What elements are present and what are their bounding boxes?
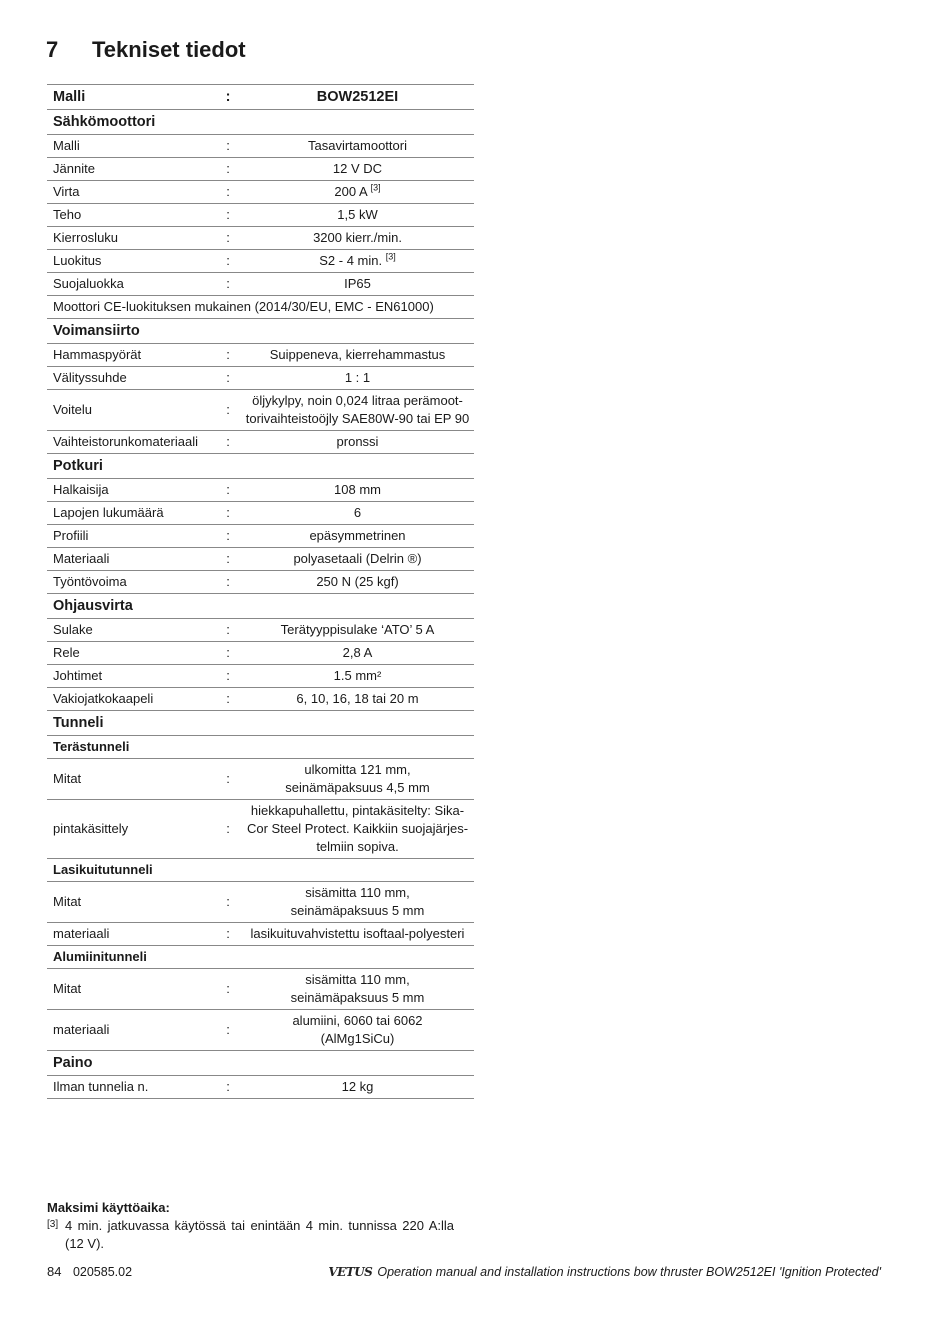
spec-row bbox=[47, 390, 474, 431]
chapter-heading bbox=[46, 36, 246, 64]
footnote-text: 4 min. jatkuvassa käytössä tai enintään 4 min. tunnissa 220 A:lla (12 V). bbox=[65, 1218, 454, 1251]
subsection-header bbox=[47, 946, 474, 969]
spec-value-cell bbox=[235, 479, 474, 502]
model-row bbox=[47, 85, 474, 110]
spec-value-cell bbox=[235, 367, 474, 390]
footnote bbox=[47, 1199, 454, 1253]
chapter-title: Tekniset tiedot bbox=[92, 37, 246, 62]
separator-colon: : bbox=[215, 665, 235, 688]
model-value: BOW2512EI bbox=[235, 85, 474, 110]
spec-label: Halkaisija bbox=[47, 479, 215, 502]
section-header-title: Voimansiirto bbox=[47, 319, 474, 344]
spec-value-cell bbox=[235, 273, 474, 296]
spec-row bbox=[47, 135, 474, 158]
spec-value: 6 bbox=[353, 505, 362, 520]
separator-colon: : bbox=[215, 1010, 235, 1051]
spec-row bbox=[47, 250, 474, 273]
spec-label: Hammaspyörät bbox=[47, 344, 215, 367]
spec-row bbox=[47, 344, 474, 367]
spec-value-line: (AlMg1SiCu) bbox=[320, 1031, 395, 1046]
spec-value-line: seinämäpaksuus 5 mm bbox=[290, 903, 425, 918]
spec-label: Voitelu bbox=[47, 390, 215, 431]
spec-label: Luokitus bbox=[47, 250, 215, 273]
spec-label: Työntövoima bbox=[47, 571, 215, 594]
spec-row bbox=[47, 502, 474, 525]
footnote-body bbox=[47, 1217, 454, 1253]
spec-label: Jännite bbox=[47, 158, 215, 181]
footnote-reference: [3] bbox=[370, 182, 381, 193]
separator-colon: : bbox=[215, 204, 235, 227]
spec-value-line: telmiin sopiva. bbox=[316, 839, 399, 854]
spec-value: 250 N (25 kgf) bbox=[316, 574, 399, 589]
spec-value-line: öljykylpy, noin 0,024 litraa perämoot- bbox=[252, 393, 463, 408]
spec-row bbox=[47, 525, 474, 548]
spec-value-cell bbox=[235, 390, 474, 431]
spec-value: 12 kg bbox=[341, 1079, 374, 1094]
footer-right bbox=[328, 1265, 881, 1279]
spec-value-line: ulkomitta 121 mm, bbox=[304, 762, 411, 777]
spec-value-cell bbox=[235, 688, 474, 711]
spec-label: Vakiojatkokaapeli bbox=[47, 688, 215, 711]
spec-value-line: hiekkapuhallettu, pintakäsitelty: Sika- bbox=[250, 803, 465, 818]
spec-value-cell bbox=[235, 502, 474, 525]
separator-colon: : bbox=[215, 181, 235, 204]
spec-value-line: sisämitta 110 mm, bbox=[305, 972, 410, 987]
spec-label: Mitat bbox=[47, 882, 215, 923]
brand-logo: VETUS bbox=[328, 1265, 373, 1279]
spec-value-cell bbox=[235, 250, 474, 273]
spec-row bbox=[47, 1010, 474, 1051]
subsection-header-title: Terästunneli bbox=[47, 736, 474, 759]
separator-colon: : bbox=[215, 525, 235, 548]
separator-colon: : bbox=[215, 1076, 235, 1099]
separator-colon: : bbox=[215, 923, 235, 946]
section-header-title: Potkuri bbox=[47, 454, 474, 479]
separator-colon: : bbox=[215, 390, 235, 431]
separator-colon: : bbox=[215, 969, 235, 1010]
section-header bbox=[47, 711, 474, 736]
subsection-header bbox=[47, 736, 474, 759]
spec-value: 6, 10, 16, 18 tai 20 m bbox=[296, 691, 419, 706]
spec-table bbox=[47, 84, 474, 1099]
spec-label: Mitat bbox=[47, 759, 215, 800]
spec-label: Malli bbox=[47, 135, 215, 158]
separator-colon: : bbox=[215, 344, 235, 367]
chapter-number: 7 bbox=[46, 37, 59, 62]
spec-row bbox=[47, 665, 474, 688]
spec-value: 1.5 mm² bbox=[333, 668, 382, 683]
spec-value: 108 mm bbox=[334, 482, 381, 497]
separator-colon: : bbox=[215, 800, 235, 859]
spec-row bbox=[47, 273, 474, 296]
spec-row bbox=[47, 158, 474, 181]
spec-label: Ilman tunnelia n. bbox=[47, 1076, 215, 1099]
spec-label: pintakäsittely bbox=[47, 800, 215, 859]
separator-colon: : bbox=[215, 85, 235, 110]
section-note-row bbox=[47, 296, 474, 319]
spec-label: Profiili bbox=[47, 525, 215, 548]
spec-label: Rele bbox=[47, 642, 215, 665]
spec-value-line: alumiini, 6060 tai 6062 bbox=[292, 1013, 423, 1028]
spec-value: S2 - 4 min. bbox=[319, 253, 383, 268]
spec-value: 12 V DC bbox=[332, 161, 383, 176]
spec-row bbox=[47, 479, 474, 502]
spec-value-cell bbox=[235, 431, 474, 454]
separator-colon: : bbox=[215, 619, 235, 642]
separator-colon: : bbox=[215, 759, 235, 800]
spec-label: Johtimet bbox=[47, 665, 215, 688]
spec-label: Kierrosluku bbox=[47, 227, 215, 250]
separator-colon: : bbox=[215, 688, 235, 711]
spec-label: Sulake bbox=[47, 619, 215, 642]
footer-left bbox=[47, 1264, 132, 1279]
separator-colon: : bbox=[215, 135, 235, 158]
spec-value: 2,8 A bbox=[342, 645, 373, 660]
spec-label: Teho bbox=[47, 204, 215, 227]
spec-label: Virta bbox=[47, 181, 215, 204]
spec-value: 200 A bbox=[334, 184, 367, 199]
spec-row bbox=[47, 688, 474, 711]
spec-row bbox=[47, 969, 474, 1010]
separator-colon: : bbox=[215, 250, 235, 273]
spec-value-cell bbox=[235, 227, 474, 250]
spec-value-cell bbox=[235, 759, 474, 800]
spec-value: IP65 bbox=[344, 276, 371, 291]
separator-colon: : bbox=[215, 882, 235, 923]
spec-value-line: Cor Steel Protect. Kaikkiin suojajärjes- bbox=[246, 821, 469, 836]
spec-value-cell bbox=[235, 882, 474, 923]
section-header-title: Tunneli bbox=[47, 711, 474, 736]
separator-colon: : bbox=[215, 367, 235, 390]
section-header bbox=[47, 454, 474, 479]
separator-colon: : bbox=[215, 227, 235, 250]
spec-value-cell bbox=[235, 525, 474, 548]
spec-value-cell bbox=[235, 181, 474, 204]
section-header bbox=[47, 594, 474, 619]
section-header bbox=[47, 319, 474, 344]
spec-value-cell bbox=[235, 619, 474, 642]
subsection-header-title: Alumiinitunneli bbox=[47, 946, 474, 969]
footer-description: Operation manual and installation instructions bow thruster BOW2512EI 'Ignition Protected' bbox=[377, 1265, 881, 1279]
spec-label: Lapojen lukumäärä bbox=[47, 502, 215, 525]
separator-colon: : bbox=[215, 273, 235, 296]
spec-row bbox=[47, 923, 474, 946]
spec-value-cell bbox=[235, 204, 474, 227]
spec-row bbox=[47, 642, 474, 665]
separator-colon: : bbox=[215, 548, 235, 571]
spec-row bbox=[47, 800, 474, 859]
spec-label: materiaali bbox=[47, 1010, 215, 1051]
footnote-title: Maksimi käyttöaika: bbox=[47, 1200, 170, 1215]
spec-value-cell bbox=[235, 1010, 474, 1051]
separator-colon: : bbox=[215, 571, 235, 594]
section-header bbox=[47, 1051, 474, 1076]
subsection-header-title: Lasikuitutunneli bbox=[47, 859, 474, 882]
spec-value-cell bbox=[235, 642, 474, 665]
spec-value: 3200 kierr./min. bbox=[313, 230, 402, 245]
spec-label: Vaihteistorunkomateriaali bbox=[47, 431, 215, 454]
spec-value-cell bbox=[235, 923, 474, 946]
page-number: 84 bbox=[47, 1264, 62, 1279]
spec-label: Suojaluokka bbox=[47, 273, 215, 296]
section-header-title: Ohjausvirta bbox=[47, 594, 474, 619]
spec-value: Suippeneva, kierrehammastus bbox=[269, 347, 446, 362]
spec-value-cell bbox=[235, 344, 474, 367]
spec-value: polyasetaali (Delrin ®) bbox=[293, 551, 422, 566]
footnote-reference: [3] bbox=[385, 251, 396, 262]
spec-value: 1,5 kW bbox=[337, 207, 378, 222]
separator-colon: : bbox=[215, 479, 235, 502]
spec-row bbox=[47, 181, 474, 204]
spec-row bbox=[47, 367, 474, 390]
spec-row bbox=[47, 548, 474, 571]
spec-value-cell bbox=[235, 548, 474, 571]
spec-value-line: torivaihteistoöjly SAE80W-90 tai EP 90 bbox=[245, 411, 470, 426]
spec-label: Mitat bbox=[47, 969, 215, 1010]
page-footer bbox=[47, 1264, 881, 1279]
spec-row bbox=[47, 619, 474, 642]
spec-row bbox=[47, 1076, 474, 1099]
separator-colon: : bbox=[215, 158, 235, 181]
footnote-marker: [3] bbox=[47, 1219, 59, 1230]
spec-row bbox=[47, 882, 474, 923]
spec-table-body bbox=[47, 85, 474, 1099]
spec-value-line: sisämitta 110 mm, bbox=[305, 885, 410, 900]
spec-value-cell bbox=[235, 135, 474, 158]
spec-value: pronssi bbox=[336, 434, 379, 449]
section-header-title: Paino bbox=[47, 1051, 474, 1076]
spec-value: 1 : 1 bbox=[344, 370, 371, 385]
spec-label: materiaali bbox=[47, 923, 215, 946]
spec-row bbox=[47, 571, 474, 594]
separator-colon: : bbox=[215, 642, 235, 665]
spec-value: epäsymmetrinen bbox=[309, 528, 406, 543]
section-header-title: Sähkömoottori bbox=[47, 110, 474, 135]
section-note: Moottori CE-luokituksen mukainen (2014/30/EU, EMC - EN61000) bbox=[47, 296, 474, 319]
spec-value-line: seinämäpaksuus 5 mm bbox=[290, 990, 425, 1005]
spec-value-cell bbox=[235, 571, 474, 594]
spec-value: lasikuituvahvistettu isoftaal-polyesteri bbox=[250, 926, 465, 941]
spec-row bbox=[47, 759, 474, 800]
spec-row bbox=[47, 227, 474, 250]
model-label: Malli bbox=[47, 85, 215, 110]
spec-label: Materiaali bbox=[47, 548, 215, 571]
spec-row bbox=[47, 431, 474, 454]
doc-code: 020585.02 bbox=[72, 1265, 133, 1279]
subsection-header bbox=[47, 859, 474, 882]
spec-value-cell bbox=[235, 1076, 474, 1099]
spec-value: Terätyyppisulake ‘ATO’ 5 A bbox=[280, 622, 435, 637]
spec-value-cell bbox=[235, 158, 474, 181]
spec-value: Tasavirtamoottori bbox=[308, 138, 407, 153]
spec-value-line: seinämäpaksuus 4,5 mm bbox=[285, 780, 430, 795]
spec-value-cell bbox=[235, 665, 474, 688]
spec-value-cell bbox=[235, 969, 474, 1010]
spec-value-cell bbox=[235, 800, 474, 859]
spec-label: Välityssuhde bbox=[47, 367, 215, 390]
section-header bbox=[47, 110, 474, 135]
spec-row bbox=[47, 204, 474, 227]
separator-colon: : bbox=[215, 502, 235, 525]
separator-colon: : bbox=[215, 431, 235, 454]
